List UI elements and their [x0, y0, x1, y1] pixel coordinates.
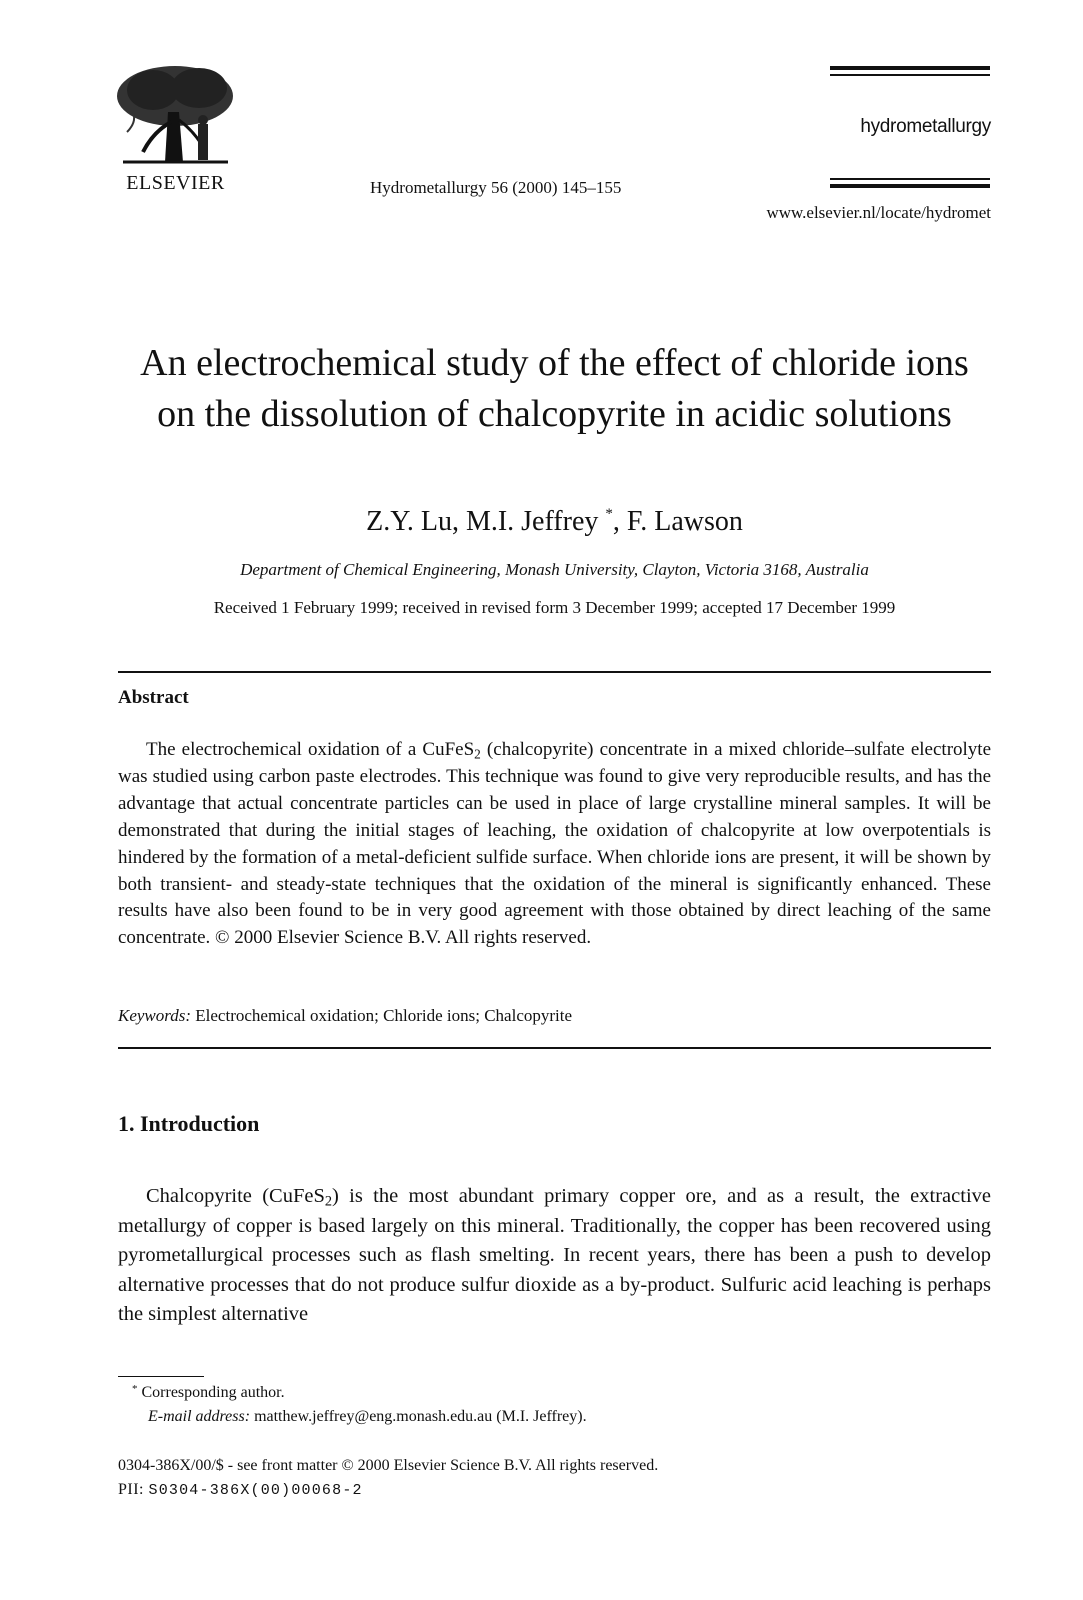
corresponding-mark: * — [605, 506, 613, 522]
abstract-body — [118, 737, 991, 952]
journal-name: hydrometallurgy — [860, 116, 991, 137]
footnote-email — [148, 1408, 587, 1426]
keywords-label: Keywords: — [118, 1006, 192, 1025]
footnote-mark: * — [132, 1383, 138, 1395]
author-list — [118, 506, 991, 538]
header-rule — [830, 74, 990, 76]
formula-subscript: 2 — [474, 746, 481, 762]
journal-url[interactable]: www.elsevier.nl/locate/hydromet — [766, 203, 991, 222]
divider — [118, 1047, 991, 1049]
article-title: An electrochemical study of the effect of chloride ions on the dissolution of chalcopyrite in acidic solutions — [140, 342, 969, 435]
introduction-body — [118, 1182, 991, 1330]
pii-line — [118, 1481, 363, 1499]
header-rule — [830, 66, 990, 70]
footnote-text: Corresponding author. — [141, 1384, 285, 1401]
header-rule — [830, 178, 990, 180]
section-heading-introduction: 1. Introduction — [118, 1111, 260, 1136]
front-matter-line: 0304-386X/00/$ - see front matter © 2000 Elsevier Science B.V. All rights reserved. — [118, 1457, 659, 1474]
formula-subscript: 2 — [324, 1193, 333, 1210]
received-dates: Received 1 February 1999; received in revised form 3 December 1999; accepted 17 December 1999 — [213, 598, 896, 617]
affiliation: Department of Chemical Engineering, Monash University, Clayton, Victoria 3168, Australia — [240, 560, 869, 579]
abstract-heading: Abstract — [118, 687, 189, 708]
keywords — [118, 1006, 572, 1026]
footnote-rule — [118, 1376, 204, 1377]
header-rule — [830, 184, 990, 188]
keywords-value: Electrochemical oxidation; Chloride ions; Chalcopyrite — [191, 1006, 573, 1025]
email-label: E-mail address: — [148, 1408, 251, 1425]
authors-last: , F. Lawson — [612, 506, 743, 537]
abstract-text-rest: (chalcopyrite) concentrate in a mixed chloride–sulfate electrolyte was studied using carbon paste electrodes. This technique was found to give very reproducible results, and has the advantage that actual concentrate particles can be used in place of large crystalline mineral samples. It will be demonstrated that during the initial stages of leaching, the oxidation of chalcopyrite at low overpotentials is hindered by the formation of a metal-deficient sulfide surface. When chloride ions are present, it will be shown by both transient- and steady-state techniques that the oxidation of the mineral is significantly enhanced. These results have also been found to be in very good agreement with those obtained by direct leaching of the same concentrate. © 2000 Elsevier Science B.V. All rights reserved. — [118, 739, 992, 949]
pii-label: PII: — [118, 1481, 149, 1498]
abstract-text-start: The electrochemical oxidation of a CuFeS — [146, 739, 475, 760]
intro-text-rest: ) is the most abundant primary copper ore, and as a result, the extractive metallurgy of copper is based largely on this mineral. Traditionally, the copper has been recovered using pyrometallurgical processes such as flash smelting. In recent years, there has been a push to develop alternative processes that do not produce sulfur dioxide as a by-product. Sulfuric acid leaching is perhaps the simplest alternative — [118, 1185, 991, 1325]
divider — [118, 671, 991, 673]
journal-reference: Hydrometallurgy 56 (2000) 145–155 — [370, 178, 622, 197]
pii-code: S0304-386X(00)00068-2 — [148, 1482, 363, 1499]
footnote-corresponding — [132, 1383, 285, 1402]
intro-text-start: Chalcopyrite (CuFeS — [146, 1185, 325, 1207]
publisher-logo-word: ELSEVIER — [126, 172, 225, 194]
authors-first: Z.Y. Lu, M.I. Jeffrey — [366, 506, 599, 537]
email-value[interactable]: matthew.jeffrey@eng.monash.edu.au (M.I. Jeffrey). — [250, 1408, 587, 1425]
